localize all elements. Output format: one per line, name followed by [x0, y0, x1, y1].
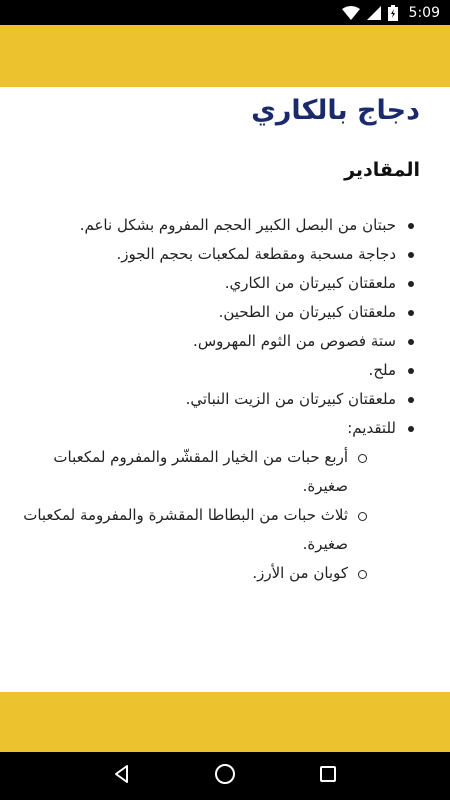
bottom-ad-band — [0, 692, 450, 752]
back-button[interactable] — [102, 756, 142, 796]
list-item: ملعقتان كبيرتان من الكاري. — [20, 269, 420, 298]
recents-icon — [318, 764, 338, 788]
list-item-serving — [20, 414, 420, 588]
ingredients-heading: المقادير — [344, 159, 420, 181]
home-icon — [214, 763, 236, 789]
recipe-content — [0, 87, 450, 692]
battery-icon — [388, 5, 398, 21]
back-icon — [112, 764, 132, 788]
signal-icon — [367, 6, 381, 20]
clock: 5:09 — [408, 4, 440, 21]
recipe-title: دجاج بالكاري — [251, 95, 420, 126]
list-item: حبتان من البصل الكبير الحجم المفروم بشكل ناعم. — [20, 211, 420, 240]
sub-list-item: ثلاث حبات من البطاطا المقشرة والمفرومة لمكعبات صغيرة. — [20, 501, 372, 559]
ingredients-list — [20, 211, 420, 588]
top-app-band — [0, 25, 450, 87]
navigation-bar — [0, 752, 450, 800]
list-item: دجاجة مسحبة ومقطعة لمكعبات بحجم الجوز. — [20, 240, 420, 269]
list-item: ملعقتان كبيرتان من الزيت النباتي. — [20, 385, 420, 414]
home-button[interactable] — [205, 756, 245, 796]
sub-list-item: أربع حبات من الخيار المقشّر والمفروم لمكعبات صغيرة. — [20, 443, 372, 501]
list-item: ملح. — [20, 356, 420, 385]
recents-button[interactable] — [308, 756, 348, 796]
status-bar — [0, 0, 450, 25]
list-item: ستة فصوص من الثوم المهروس. — [20, 327, 420, 356]
list-item: ملعقتان كبيرتان من الطحين. — [20, 298, 420, 327]
sub-list-item: كوبان من الأرز. — [20, 559, 372, 588]
serving-list — [20, 443, 396, 588]
wifi-icon — [342, 6, 360, 20]
serving-label: للتقديم: — [347, 419, 396, 437]
